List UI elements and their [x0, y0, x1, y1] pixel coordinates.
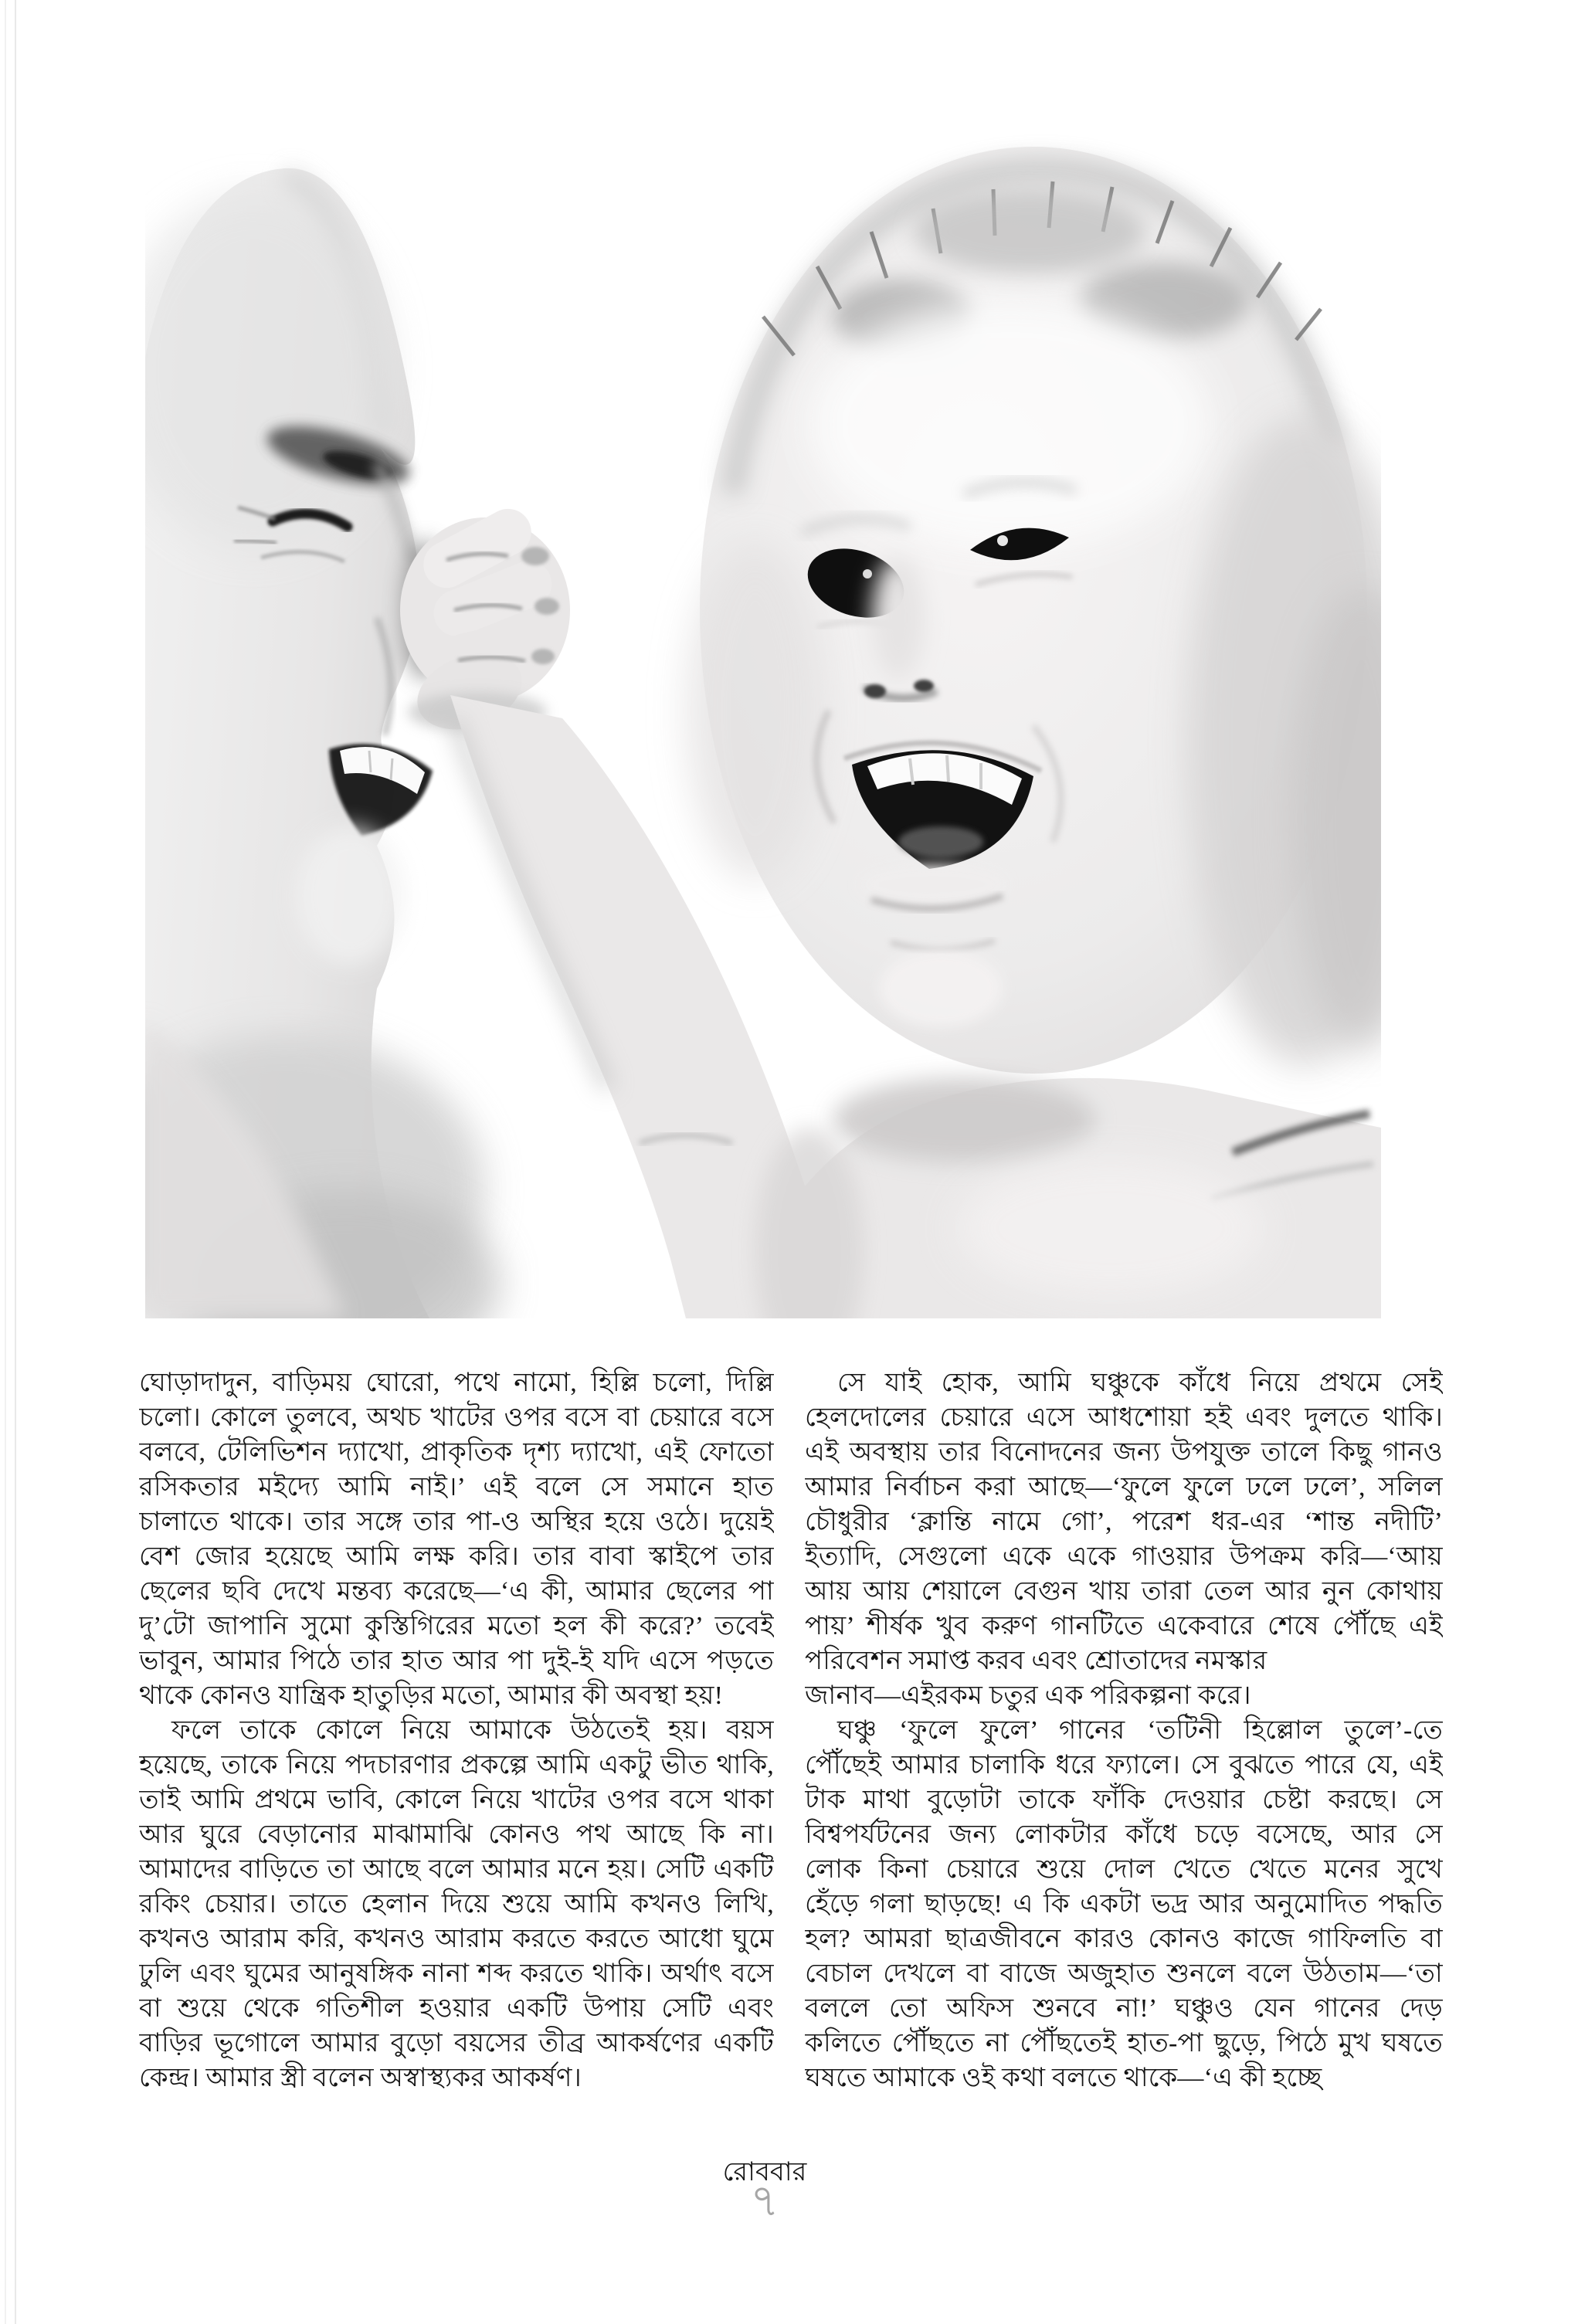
- text-line: ভাবুন, আমার পিঠে তার হাত আর পা দুই-ই যদি এসে পড়তে: [139, 1647, 774, 1675]
- text-line: বেচাল দেখলে বা বাজে অজুহাত শুনলে বলে উঠতাম—‘তা: [805, 1959, 1443, 1988]
- baby-forehead-highlight: [809, 301, 1211, 548]
- text-line: রসিকতার মইদ্যে আমি নাই।’ এই বলে সে সমানে হাত: [139, 1473, 774, 1501]
- text-line: চলো। কোলে তুলবে, অথচ খাটের ওপর বসে বা চেয়ারে বসে: [139, 1403, 774, 1432]
- article-column-right: [805, 1366, 1443, 2095]
- text-line: কখনও আরাম করি, কখনও আরাম করতে করতে আধো ঘুমে: [139, 1925, 774, 1953]
- text-line: বা শুয়ে থেকে গতিশীল হওয়ার একটি উপায় সেটি এবং: [139, 1994, 774, 2023]
- text-line: কলিতে পৌঁছতে না পৌঁছতেই হাত-পা ছুড়ে, পিঠে মুখ ঘষতে: [805, 2029, 1443, 2058]
- article-column-left: [139, 1366, 774, 2095]
- text-line: ইত্যাদি, সেগুলো একে একে গাওয়ার উপক্রম করি—‘আয়: [805, 1542, 1443, 1571]
- knuckle-shadow: [521, 547, 549, 565]
- photo-illustration: [145, 124, 1381, 1318]
- text-line: আয় আয় শেয়ালে বেগুন খায় তারা তেল আর নুন কোথায়: [805, 1577, 1443, 1606]
- text-line: বিশ্বপর্যটনের জন্য লোকটার কাঁধে চড়ে বসেছে, আর সে: [805, 1820, 1443, 1849]
- text-line: আমাদের বাড়িতে তা আছে বলে আমার মনে হয়। সেটি একটি: [139, 1855, 774, 1884]
- shoulder-highlight: [956, 1159, 1265, 1298]
- text-line: লোক কিনা চেয়ারে শুয়ে দোল খেতে খেতে মনের সুখে: [805, 1855, 1443, 1884]
- knuckle-shadow: [534, 598, 559, 615]
- text-line: ঘোড়াদাদুন, বাড়িময় ঘোরো, পথে নামো, হিল্লি চলো, দিল্লি: [139, 1369, 774, 1397]
- text-line: হয়েছে, তাকে নিয়ে পদচারণার প্রকল্পে আমি একটু ভীত থাকি,: [139, 1751, 774, 1779]
- text-line: ছেলের ছবি দেখে মন্তব্য করেছে—‘এ কী, আমার ছেলের পা: [139, 1577, 774, 1606]
- text-line: পৌঁছেই আমার চালাকি ধরে ফ্যালে। সে বুঝতে পারে যে, এই: [805, 1751, 1443, 1779]
- text-line: থাকে কোনও যান্ত্রিক হাতুড়ির মতো, আমার কী অবস্থা হয়!: [139, 1681, 724, 1710]
- text-line: হল? আমরা ছাত্রজীবনে কারও কোনও কাজে গাফিলতি বা: [805, 1925, 1443, 1953]
- scan-edge-line: [15, 0, 16, 2324]
- text-line: সে যাই হোক, আমি ঘঞ্চুকে কাঁধে নিয়ে প্রথমে সেই: [837, 1369, 1443, 1397]
- text-line: কেন্দ্র। আমার স্ত্রী বলেন অস্বাস্থ্যকর আকর্ষণ।: [139, 2064, 582, 2092]
- text-line: আর ঘুরে বেড়ানোর মাঝামাঝি কোনও পথ আছে কি না।: [139, 1820, 774, 1849]
- text-line: জানাব—এইরকম চতুর এক পরিকল্পনা করে।: [805, 1681, 1251, 1710]
- text-line: তাই আমি প্রথমে ভাবি, কোলে নিয়ে খাটের ওপর বসে থাকা: [139, 1786, 774, 1814]
- text-line: পরিবেশন সমাপ্ত করব এবং শ্রোতাদের নমস্কার: [805, 1647, 1267, 1675]
- text-line: এই অবস্থায় তার বিনোদনের জন্য উপযুক্ত তালে কিছু গানও: [805, 1438, 1443, 1467]
- man-tooth-gap: [391, 758, 392, 780]
- man-chin-highlight: [296, 826, 404, 965]
- baby-tongue-shine: [898, 826, 983, 857]
- text-line: আমার নির্বাচন করা আছে—‘ফুলে ফুলে ঢলে ঢলে’, সলিল: [805, 1473, 1443, 1501]
- text-line: ঘঞ্চু ‘ফুলে ফুলে’ গানের ‘তটিনী হিল্লোল তুলে’-তে: [837, 1716, 1443, 1745]
- text-line: দু’টো জাপানি সুমো কুস্তিগিরের মতো হল কী করে?’ তবেই: [139, 1612, 774, 1640]
- page-number: ৭: [750, 2176, 779, 2226]
- baby-hair-patch: [914, 189, 1145, 274]
- text-line: চৌধুরীর ‘ক্লান্তি নামে গো’, পরেশ ধর-এর ‘শান্ত নদীটি’: [805, 1508, 1443, 1536]
- text-line: বেশ জোর হয়েছে আমি লক্ষ করি। তার বাবা স্কাইপে তার: [139, 1542, 774, 1571]
- text-line: হেলদোলের চেয়ারে এসে আধশোয়া হই এবং দুলতে থাকি।: [805, 1403, 1443, 1432]
- knuckle-shadow: [531, 649, 555, 664]
- text-line: টাক মাথা বুড়োটা তাকে ফাঁকি দেওয়ার চেষ্টা করছে। সে: [805, 1786, 1443, 1814]
- text-line: বাড়ির ভূগোলে আমার বুড়ো বয়সের তীব্র আকর্ষণের একটি: [139, 2029, 774, 2058]
- baby-cheek-shading-left: [686, 541, 825, 880]
- photo-grandfather-baby: [145, 124, 1381, 1318]
- text-line: ফলে তাকে কোলে নিয়ে আমাকে উঠতেই হয়। বয়স: [171, 1716, 774, 1745]
- text-line: হেঁড়ে গলা ছাড়ছে! এ কি একটা ভদ্র আর অনুমোদিত পদ্ধতি: [805, 1890, 1443, 1919]
- magazine-name: রোববার: [722, 2158, 807, 2187]
- scan-edge-line: [5, 0, 6, 2324]
- text-line: পায়’ শীর্ষক খুব করুণ গানটিতে একেবারে শেষে পৌঁছে এই: [805, 1612, 1443, 1640]
- text-line: ঘষতে আমাকে ওই কথা বলতে থাকে—‘এ কী হচ্ছে: [805, 2064, 1322, 2092]
- man-tooth-gap: [369, 751, 371, 772]
- text-line: বলবে, টেলিভিশন দ্যাখো, প্রাকৃতিক দৃশ্য দ্যাখো, এই ফোতো: [139, 1438, 774, 1467]
- text-line: চালাতে থাকে। তার সঙ্গে তার পা-ও অস্থির হয়ে ওঠে। দুয়েই: [139, 1508, 774, 1536]
- text-line: ঢুলি এবং ঘুমের আনুষঙ্গিক নানা শব্দ করতে থাকি। অর্থাৎ বসে: [139, 1959, 774, 1988]
- text-line: বললে তো অফিস শুনবে না!’ ঘঞ্চুও যেন গানের দেড়: [805, 1994, 1443, 2023]
- text-line: রকিং চেয়ার। তাতে হেলান দিয়ে শুয়ে আমি কখনও লিখি,: [139, 1890, 774, 1919]
- underchin-shadow: [833, 1077, 1095, 1162]
- baby-tooth-gap: [947, 755, 948, 782]
- baby-chin-highlight: [879, 950, 1003, 1027]
